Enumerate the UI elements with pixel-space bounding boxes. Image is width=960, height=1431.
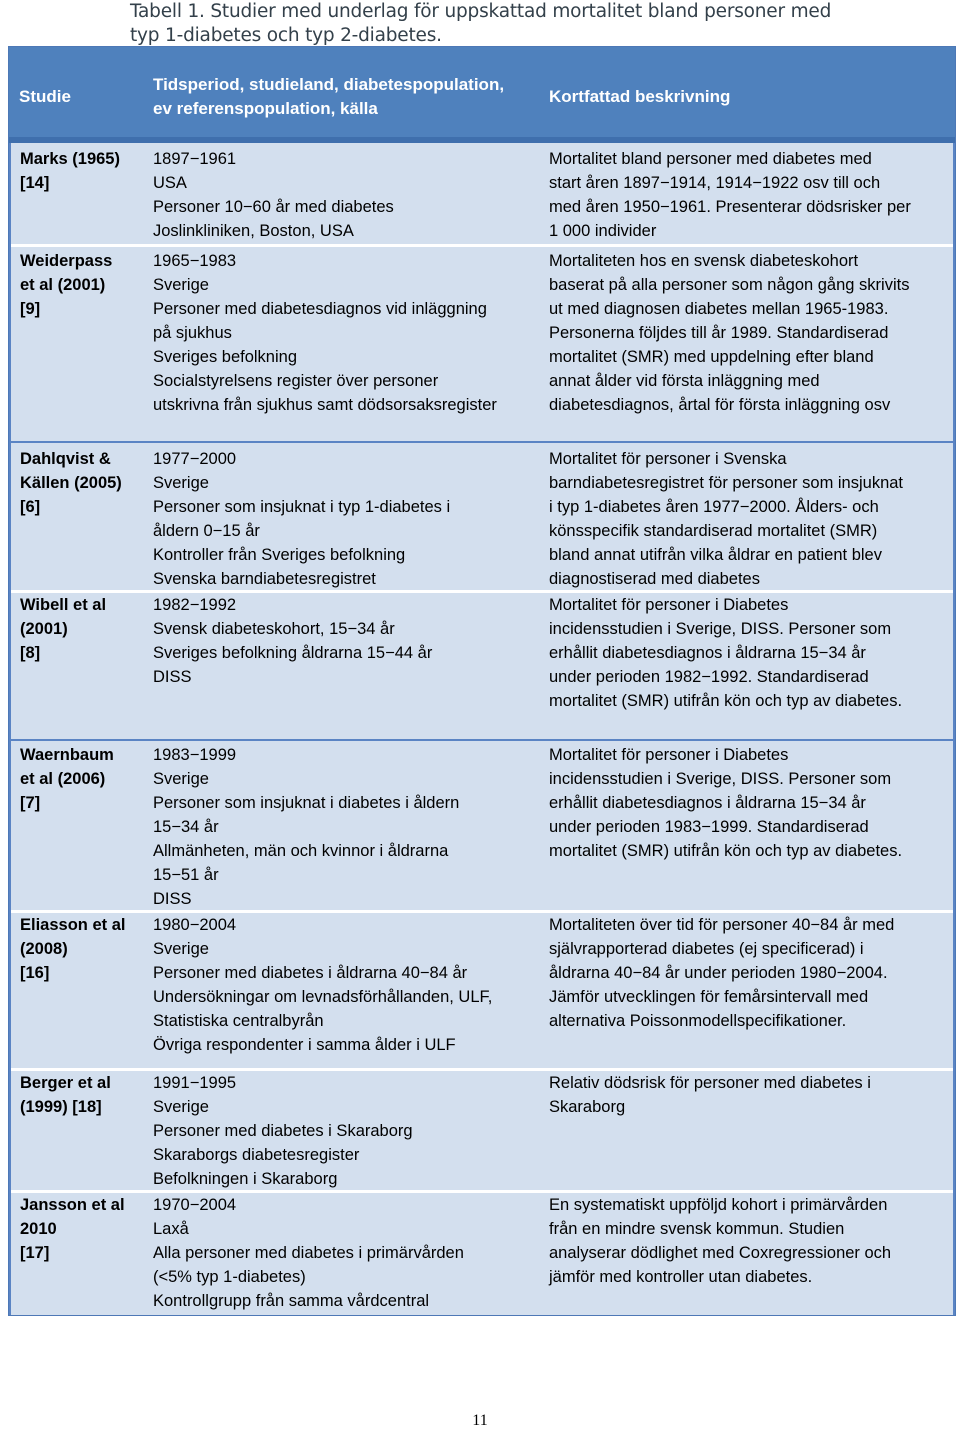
description-line: diabetesdiagnos, årtal för första inläggning osv [549, 396, 891, 414]
period-line: Allmänheten, män och kvinnor i åldrarna [153, 842, 449, 860]
study-cell [20, 1071, 140, 1119]
description-line: Jämför utvecklingen för femårsintervall med [549, 988, 869, 1006]
description-line: Mortalitet för personer i Svenska [549, 450, 787, 468]
description-line: Relativ dödsrisk för personer med diabetes i [549, 1074, 871, 1092]
description-line: baserat på alla personer som någon gång skrivits [549, 276, 910, 294]
study-line: [7] [20, 794, 41, 812]
period-line: (<5% typ 1-diabetes) [153, 1268, 306, 1286]
period-line: Befolkningen i Skaraborg [153, 1170, 338, 1188]
description-line: självrapporterad diabetes (ej specificerad) i [549, 940, 864, 958]
description-line: ut med diagnosen diabetes mellan 1965-1983. [549, 300, 889, 318]
header-period-line-2: ev referenspopulation, källa [153, 99, 378, 118]
page-number: 11 [472, 1412, 488, 1429]
header-period [153, 73, 504, 121]
period-line: Personer med diabetes i åldrarna 40−84 år [153, 964, 468, 982]
study-line: Jansson et al [20, 1196, 125, 1214]
period-line: 15−51 år [153, 866, 219, 884]
period-line: Personer 10−60 år med diabetes [153, 198, 394, 216]
period-line: Svensk diabeteskohort, 15−34 år [153, 620, 395, 638]
study-line: [8] [20, 644, 41, 662]
period-line: Sverige [153, 940, 209, 958]
period-line: USA [153, 174, 187, 192]
description-line: diagnostiserad med diabetes [549, 570, 760, 588]
period-line: Sverige [153, 474, 209, 492]
description-line: mortalitet (SMR) utifrån kön och typ av diabetes. [549, 842, 903, 860]
description-cell [549, 1071, 871, 1119]
study-line: [16] [20, 964, 50, 982]
studies-table [8, 46, 956, 1316]
description-line: i typ 1-diabetes åren 1977−2000. Ålders- och [549, 498, 879, 516]
study-line: Eliasson et al [20, 916, 126, 934]
period-line: 1970−2004 [153, 1196, 237, 1214]
description-line: under perioden 1983−1999. Standardiserad [549, 818, 869, 836]
period-line: Kontroller från Sveriges befolkning [153, 546, 406, 564]
study-cell [20, 249, 140, 321]
description-line: Mortalitet för personer i Diabetes [549, 746, 789, 764]
period-line: Kontrollgrupp från samma vårdcentral [153, 1292, 430, 1310]
period-line: Joslinkliniken, Boston, USA [153, 222, 354, 240]
study-line: Dahlqvist & [20, 450, 111, 468]
study-line: Wibell et al [20, 596, 107, 614]
description-line: barndiabetesregistret för personer som insjuknat [549, 474, 904, 492]
period-line: 15−34 år [153, 818, 219, 836]
study-line: (1999) [18] [20, 1098, 102, 1116]
description-line: från en mindre svensk kommun. Studien [549, 1220, 845, 1238]
study-line: et al (2001) [20, 276, 106, 294]
description-line: Mortalitet för personer i Diabetes [549, 596, 789, 614]
period-line: utskrivna från sjukhus samt dödsorsaksregister [153, 396, 497, 414]
period-line: DISS [153, 668, 192, 686]
study-cell [20, 743, 140, 815]
period-cell [153, 743, 459, 911]
period-cell [153, 147, 394, 243]
study-cell [20, 913, 140, 985]
row-divider [11, 244, 953, 247]
header-study: Studie [19, 87, 71, 106]
study-line: Källen (2005) [20, 474, 122, 492]
study-line: Marks (1965) [20, 150, 120, 168]
period-line: Svenska barndiabetesregistret [153, 570, 376, 588]
period-line: Sverige [153, 1098, 209, 1116]
period-line: Personer som insjuknat i diabetes i åldern [153, 794, 460, 812]
description-line: könsspecifik standardiserad mortalitet (SMR) [549, 522, 878, 540]
study-line: Waernbaum [20, 746, 114, 764]
description-line: incidensstudien i Sverige, DISS. Personer som [549, 770, 892, 788]
period-line: på sjukhus [153, 324, 232, 342]
table-group-2 [11, 443, 953, 739]
description-line: 1 000 individer [549, 222, 657, 240]
period-line: 1983−1999 [153, 746, 237, 764]
period-line: Statistiska centralbyrån [153, 1012, 324, 1030]
study-cell [20, 1193, 140, 1265]
study-line: Weiderpass [20, 252, 113, 270]
description-line: erhållit diabetesdiagnos i åldrarna 15−34 år [549, 794, 866, 812]
description-cell [549, 249, 909, 417]
caption-line-1: Tabell 1. Studier med underlag för uppskattad mortalitet bland personer med [130, 1, 832, 22]
study-line: [14] [20, 174, 50, 192]
study-line: Berger et al [20, 1074, 111, 1092]
description-line: bland annat utifrån vilka åldrar en patient blev [549, 546, 882, 564]
period-line: Sverige [153, 770, 209, 788]
period-line: Laxå [153, 1220, 189, 1238]
caption-line-2: typ 1-diabetes och typ 2-diabetes. [130, 25, 442, 46]
description-cell [549, 1193, 891, 1289]
study-line: (2001) [20, 620, 68, 638]
study-line: et al (2006) [20, 770, 106, 788]
description-line: jämför med kontroller utan diabetes. [549, 1268, 813, 1286]
table-group-3 [11, 741, 953, 1315]
period-line: Personer med diabetesdiagnos vid inläggning [153, 300, 487, 318]
period-line: 1897−1961 [153, 150, 237, 168]
description-line: Skaraborg [549, 1098, 626, 1116]
study-line: [9] [20, 300, 41, 318]
description-line: erhållit diabetesdiagnos i åldrarna 15−34 år [549, 644, 866, 662]
description-line: åldrarna 40−84 år under perioden 1980−2004. [549, 964, 888, 982]
study-line: [6] [20, 498, 41, 516]
table-caption [130, 0, 930, 48]
period-cell [153, 593, 432, 689]
period-line: 1980−2004 [153, 916, 237, 934]
study-line: 2010 [20, 1220, 57, 1238]
description-line: mortalitet (SMR) utifrån kön och typ av diabetes. [549, 692, 903, 710]
period-cell [153, 447, 450, 591]
period-line: 1965−1983 [153, 252, 237, 270]
period-line: DISS [153, 890, 192, 908]
period-line: 1977−2000 [153, 450, 237, 468]
period-cell [153, 1193, 464, 1313]
description-line: Personerna följdes till år 1989. Standardiserad [549, 324, 889, 342]
period-line: åldern 0−15 år [153, 522, 260, 540]
period-cell [153, 1071, 413, 1191]
description-line: start åren 1897−1914, 1914−1922 osv till och [549, 174, 881, 192]
period-line: 1991−1995 [153, 1074, 237, 1092]
period-line: Övriga respondenter i samma ålder i ULF [153, 1036, 456, 1054]
period-line: Sveriges befolkning [153, 348, 298, 366]
description-line: incidensstudien i Sverige, DISS. Personer som [549, 620, 892, 638]
study-cell [20, 593, 140, 665]
description-line: med åren 1950−1961. Presenterar dödsrisker per [549, 198, 911, 216]
description-line: analyserar dödlighet med Coxregressioner och [549, 1244, 892, 1262]
table-header [9, 47, 955, 143]
table-group-1 [11, 143, 953, 441]
period-line: Sverige [153, 276, 209, 294]
study-cell [20, 447, 140, 519]
header-description: Kortfattad beskrivning [549, 87, 731, 106]
description-line: mortalitet (SMR) med uppdelning efter bland [549, 348, 874, 366]
description-cell [549, 147, 911, 243]
period-line: Sveriges befolkning åldrarna 15−44 år [153, 644, 433, 662]
description-line: Mortalitet bland personer med diabetes med [549, 150, 872, 168]
description-line: alternativa Poissonmodellspecifikationer. [549, 1012, 847, 1030]
period-cell [153, 249, 497, 417]
description-line: Mortaliteten hos en svensk diabeteskohort [549, 252, 859, 270]
period-line: Socialstyrelsens register över personer [153, 372, 439, 390]
period-line: Personer med diabetes i Skaraborg [153, 1122, 413, 1140]
header-period-line-1: Tidsperiod, studieland, diabetespopulation, [153, 75, 505, 94]
period-cell [153, 913, 492, 1057]
description-line: En systematiskt uppföljd kohort i primärvården [549, 1196, 888, 1214]
study-line: (2008) [20, 940, 68, 958]
description-cell [549, 743, 902, 863]
study-cell [20, 147, 140, 195]
description-cell [549, 913, 894, 1033]
period-line: Skaraborgs diabetesregister [153, 1146, 360, 1164]
period-line: Personer som insjuknat i typ 1-diabetes i [153, 498, 451, 516]
description-cell [549, 593, 902, 713]
description-cell [549, 447, 903, 591]
description-line: annat ålder vid första inläggning med [549, 372, 820, 390]
period-line: Alla personer med diabetes i primärvården [153, 1244, 464, 1262]
description-line: Mortaliteten över tid för personer 40−84 år med [549, 916, 895, 934]
period-line: 1982−1992 [153, 596, 237, 614]
description-line: under perioden 1982−1992. Standardiserad [549, 668, 869, 686]
period-line: Undersökningar om levnadsförhållanden, ULF, [153, 988, 493, 1006]
study-line: [17] [20, 1244, 50, 1262]
